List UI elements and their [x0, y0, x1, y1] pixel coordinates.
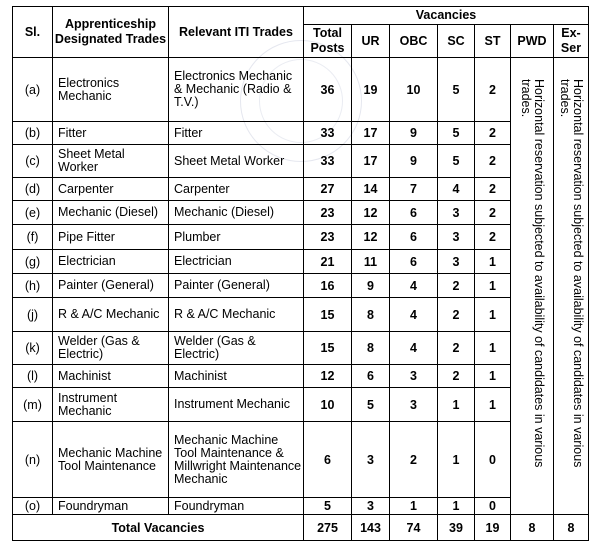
- row-sc: 2: [438, 298, 475, 332]
- header-ex-ser: Ex-Ser: [554, 25, 589, 58]
- row-sl: (a): [13, 58, 53, 122]
- row-obc: 3: [390, 388, 438, 422]
- row-trade: Foundryman: [53, 498, 169, 515]
- row-iti-trade: Electrician: [169, 250, 304, 274]
- row-total: 36: [304, 58, 352, 122]
- totals-total: 275: [304, 515, 352, 541]
- row-ur: 9: [352, 274, 390, 298]
- row-trade: Mechanic Machine Tool Maintenance: [53, 422, 169, 498]
- row-sl: (g): [13, 250, 53, 274]
- row-sl: (d): [13, 178, 53, 201]
- row-sc: 5: [438, 58, 475, 122]
- header-pwd: PWD: [511, 25, 554, 58]
- row-sl: (f): [13, 225, 53, 250]
- row-total: 33: [304, 145, 352, 178]
- row-obc: 3: [390, 365, 438, 388]
- table-row: [13, 388, 589, 422]
- vacancy-table: [12, 6, 589, 541]
- row-total: 21: [304, 250, 352, 274]
- row-obc: 4: [390, 298, 438, 332]
- row-ur: 5: [352, 388, 390, 422]
- table-row: [13, 225, 589, 250]
- header-sl: Sl.: [13, 7, 53, 58]
- row-trade: Electrician: [53, 250, 169, 274]
- row-st: 2: [475, 225, 511, 250]
- row-sc: 1: [438, 498, 475, 515]
- row-obc: 4: [390, 274, 438, 298]
- table-row: [13, 298, 589, 332]
- table-row: [13, 422, 589, 498]
- row-ur: 17: [352, 145, 390, 178]
- totals-ex-ser: 8: [554, 515, 589, 541]
- table-row: [13, 274, 589, 298]
- row-sl: (b): [13, 122, 53, 145]
- row-trade: Welder (Gas & Electric): [53, 332, 169, 365]
- row-ur: 8: [352, 298, 390, 332]
- row-obc: 6: [390, 225, 438, 250]
- row-obc: 6: [390, 201, 438, 225]
- row-sl: (k): [13, 332, 53, 365]
- row-total: 10: [304, 388, 352, 422]
- row-trade: Mechanic (Diesel): [53, 201, 169, 225]
- totals-obc: 74: [390, 515, 438, 541]
- row-iti-trade: Painter (General): [169, 274, 304, 298]
- row-ur: 8: [352, 332, 390, 365]
- row-iti-trade: Foundryman: [169, 498, 304, 515]
- table-row: [13, 332, 589, 365]
- row-iti-trade: Instrument Mechanic: [169, 388, 304, 422]
- row-st: 1: [475, 274, 511, 298]
- row-iti-trade: Mechanic Machine Tool Maintenance & Millwright Maintenance Mechanic: [169, 422, 304, 498]
- row-trade: Electronics Mechanic: [53, 58, 169, 122]
- row-iti-trade: Carpenter: [169, 178, 304, 201]
- row-total: 12: [304, 365, 352, 388]
- row-total: 23: [304, 225, 352, 250]
- row-sc: 4: [438, 178, 475, 201]
- row-iti-trade: Welder (Gas & Electric): [169, 332, 304, 365]
- vacancy-table-wrapper: [12, 6, 589, 541]
- totals-label: Total Vacancies: [13, 515, 304, 541]
- row-st: 2: [475, 178, 511, 201]
- row-obc: 4: [390, 332, 438, 365]
- row-iti-trade: Fitter: [169, 122, 304, 145]
- table-row: [13, 250, 589, 274]
- row-iti-trade: Machinist: [169, 365, 304, 388]
- row-ur: 12: [352, 201, 390, 225]
- row-sc: 3: [438, 201, 475, 225]
- header-vacancies: Vacancies: [304, 7, 589, 25]
- row-iti-trade: Mechanic (Diesel): [169, 201, 304, 225]
- pwd-note-cell: [511, 58, 554, 515]
- row-st: 0: [475, 422, 511, 498]
- row-obc: 6: [390, 250, 438, 274]
- row-sc: 2: [438, 274, 475, 298]
- row-sc: 3: [438, 225, 475, 250]
- row-st: 2: [475, 201, 511, 225]
- row-trade: Carpenter: [53, 178, 169, 201]
- row-sl: (o): [13, 498, 53, 515]
- row-ur: 19: [352, 58, 390, 122]
- row-trade: Fitter: [53, 122, 169, 145]
- row-total: 15: [304, 332, 352, 365]
- row-total: 6: [304, 422, 352, 498]
- row-iti-trade: Sheet Metal Worker: [169, 145, 304, 178]
- row-sc: 1: [438, 422, 475, 498]
- row-st: 2: [475, 58, 511, 122]
- row-sc: 5: [438, 145, 475, 178]
- row-sc: 5: [438, 122, 475, 145]
- row-iti-trade: Electronics Mechanic & Mechanic (Radio & T.V.): [169, 58, 304, 122]
- row-st: 1: [475, 388, 511, 422]
- header-ur: UR: [352, 25, 390, 58]
- row-ur: 12: [352, 225, 390, 250]
- row-total: 23: [304, 201, 352, 225]
- pwd-note: Horizontal reservation subjected to availability of candidates in various trades.: [519, 78, 546, 467]
- row-sl: (m): [13, 388, 53, 422]
- row-sl: (n): [13, 422, 53, 498]
- header-obc: OBC: [390, 25, 438, 58]
- row-st: 1: [475, 298, 511, 332]
- row-sl: (h): [13, 274, 53, 298]
- row-ur: 3: [352, 422, 390, 498]
- row-iti-trade: R & A/C Mechanic: [169, 298, 304, 332]
- row-sc: 2: [438, 365, 475, 388]
- header-st: ST: [475, 25, 511, 58]
- header-total-posts: Total Posts: [304, 25, 352, 58]
- row-st: 1: [475, 250, 511, 274]
- row-total: 15: [304, 298, 352, 332]
- row-obc: 7: [390, 178, 438, 201]
- row-sl: (j): [13, 298, 53, 332]
- totals-st: 19: [475, 515, 511, 541]
- ex-ser-note-cell: [554, 58, 589, 515]
- row-st: 1: [475, 332, 511, 365]
- row-sl: (c): [13, 145, 53, 178]
- table-row: [13, 201, 589, 225]
- row-obc: 2: [390, 422, 438, 498]
- table-row: [13, 122, 589, 145]
- row-st: 2: [475, 145, 511, 178]
- row-trade: Sheet Metal Worker: [53, 145, 169, 178]
- row-trade: R & A/C Mechanic: [53, 298, 169, 332]
- header-designated-trades: Apprenticeship Designated Trades: [53, 7, 169, 58]
- row-obc: 9: [390, 122, 438, 145]
- totals-row: [13, 515, 589, 541]
- table-row: [13, 58, 589, 122]
- row-obc: 10: [390, 58, 438, 122]
- row-sc: 2: [438, 332, 475, 365]
- row-sl: (e): [13, 201, 53, 225]
- row-sc: 3: [438, 250, 475, 274]
- row-obc: 1: [390, 498, 438, 515]
- row-total: 33: [304, 122, 352, 145]
- row-trade: Pipe Fitter: [53, 225, 169, 250]
- row-obc: 9: [390, 145, 438, 178]
- row-trade: Instrument Mechanic: [53, 388, 169, 422]
- totals-pwd: 8: [511, 515, 554, 541]
- table-row: [13, 365, 589, 388]
- row-st: 2: [475, 122, 511, 145]
- row-sc: 1: [438, 388, 475, 422]
- header-sc: SC: [438, 25, 475, 58]
- row-sl: (l): [13, 365, 53, 388]
- row-total: 16: [304, 274, 352, 298]
- row-ur: 17: [352, 122, 390, 145]
- row-ur: 6: [352, 365, 390, 388]
- header-iti-trades: Relevant ITI Trades: [169, 7, 304, 58]
- row-trade: Machinist: [53, 365, 169, 388]
- row-ur: 3: [352, 498, 390, 515]
- totals-ur: 143: [352, 515, 390, 541]
- table-row: [13, 178, 589, 201]
- row-total: 27: [304, 178, 352, 201]
- row-ur: 11: [352, 250, 390, 274]
- ex-ser-note: Horizontal reservation subjected to availability of candidates in various trades.: [558, 78, 585, 467]
- row-st: 1: [475, 365, 511, 388]
- table-row: [13, 145, 589, 178]
- table-row: [13, 498, 589, 515]
- row-st: 0: [475, 498, 511, 515]
- row-ur: 14: [352, 178, 390, 201]
- row-iti-trade: Plumber: [169, 225, 304, 250]
- totals-sc: 39: [438, 515, 475, 541]
- row-total: 5: [304, 498, 352, 515]
- row-trade: Painter (General): [53, 274, 169, 298]
